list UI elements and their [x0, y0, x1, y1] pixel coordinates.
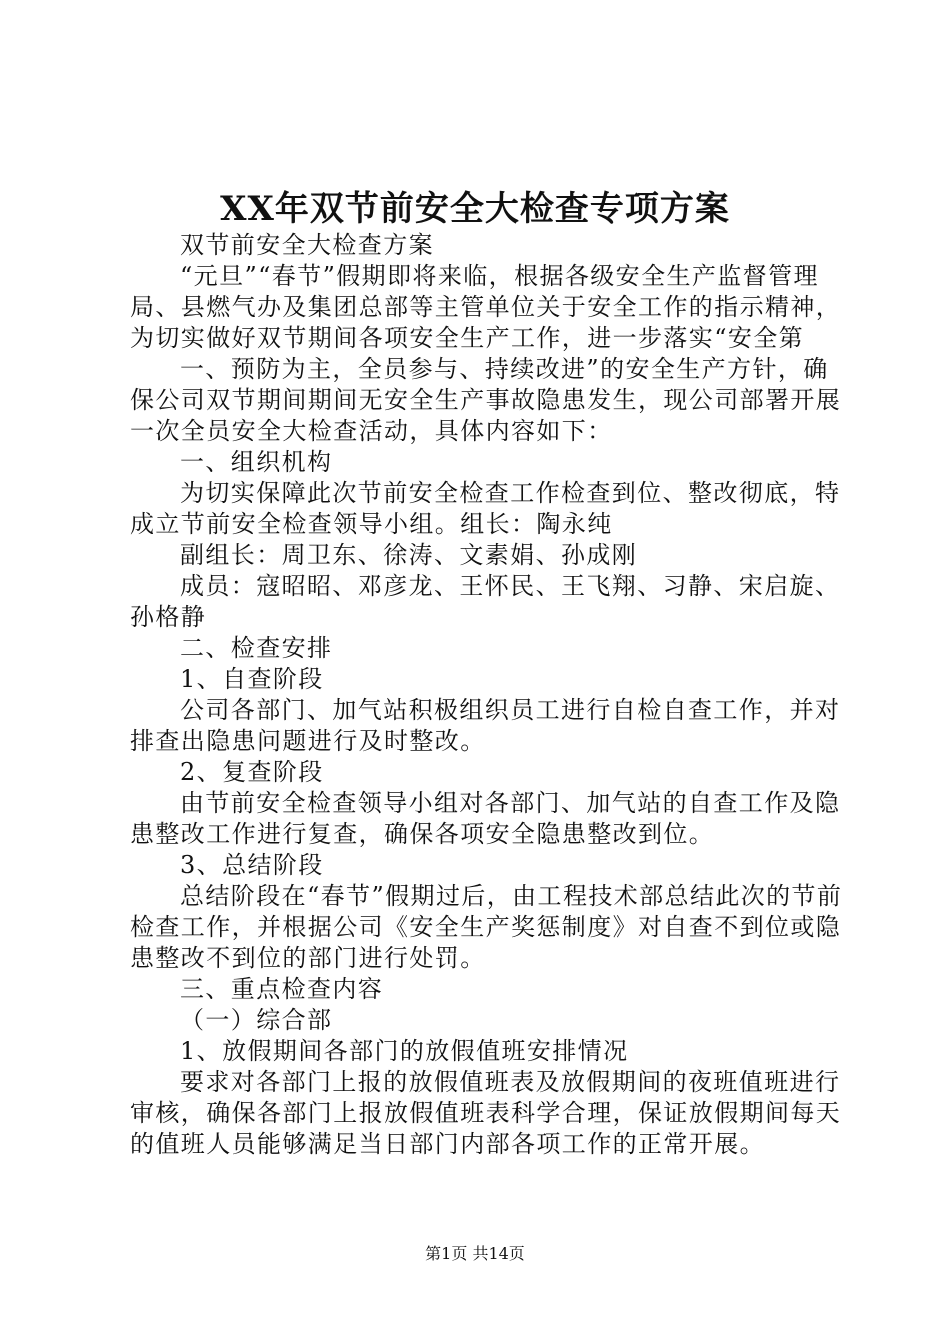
subheading-recheck: 2、复查阶段: [180, 758, 324, 786]
paragraph-leadership: 为切实保障此次节前安全检查工作检查到位、整改彻底，特成立节前安全检查领导小组。组长：陶永纯: [130, 479, 841, 538]
paragraph-self-check: 公司各部门、加气站积极组织员工进行自检自查工作，并对排查出隐患问题进行及时整改。: [130, 696, 841, 755]
subheading-general-dept: （一）综合部: [180, 1006, 333, 1034]
page-footer: [0, 1243, 950, 1265]
paragraph-holiday-duty: 要求对各部门上报的放假值班表及放假期间的夜班值班进行审核，确保各部门上报放假值班表科学合理，保证放假期间每天的值班人员能够满足当日部门内部各项工作的正常开展。: [130, 1068, 842, 1158]
subheading-holiday-duty: 1、放假期间各部门的放假值班安排情况: [180, 1037, 629, 1065]
document-body: [130, 230, 850, 1160]
section-heading-arrangement: 二、检查安排: [180, 634, 333, 662]
paragraph-summary: 总结阶段在“春节”假期过后，由工程技术部总结此次的节前检查工作，并根据公司《安全生产奖惩制度》对自查不到位或隐患整改不到位的部门进行处罚。: [130, 882, 843, 972]
section-heading-organization: 一、组织机构: [180, 448, 333, 476]
document-title: XX年双节前安全大检查专项方案: [220, 189, 730, 229]
paragraph-intro: “元旦”“春节”假期即将来临，根据各级安全生产监督管理局、县燃气办及集团总部等主管单位关于安全工作的指示精神，为切实做好双节期间各项安全生产工作，进一步落实“安全第: [130, 262, 842, 352]
subheading-self-check: 1、自查阶段: [180, 665, 324, 693]
paragraph-deputy-leaders: 副组长：周卫东、徐涛、文素娟、孙成刚: [180, 541, 638, 569]
paragraph-members: 成员：寇昭昭、邓彦龙、王怀民、王飞翔、习静、宋启旋、孙格静: [130, 572, 841, 631]
paragraph-recheck: 由节前安全检查领导小组对各部门、加气站的自查工作及隐患整改工作进行复查，确保各项安全隐患整改到位。: [130, 789, 841, 848]
section-heading-key-content: 三、重点检查内容: [180, 975, 384, 1003]
page-number: 第1页 共14页: [425, 1244, 525, 1263]
paragraph-policy: 一、预防为主，全员参与、持续改进”的安全生产方针，确保公司双节期间期间无安全生产事故隐患发生，现公司部署开展一次全员安全大检查活动，具体内容如下：: [130, 355, 842, 445]
paragraph-subtitle: 双节前安全大检查方案: [180, 231, 434, 259]
subheading-summary: 3、总结阶段: [180, 851, 324, 879]
